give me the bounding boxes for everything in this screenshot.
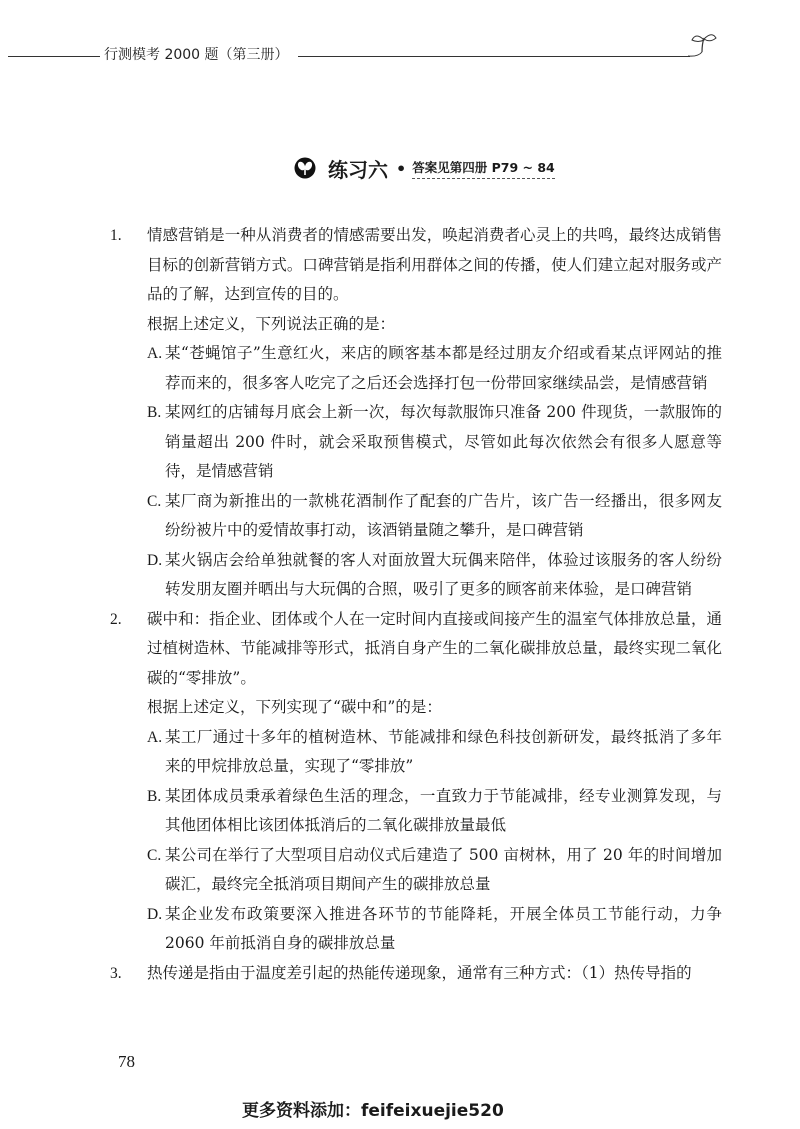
option-text: 某厂商为新推出的一款桃花酒制作了配套的广告片，该广告一经播出，很多网友纷纷被片中的爱情故事打动，该酒销量随之攀升，是口碑营销: [165, 491, 722, 539]
sprout-icon: [684, 30, 718, 60]
option-a: [110, 339, 722, 398]
option-letter: C.: [147, 492, 162, 510]
question-stem: 情感营销是一种从消费者的情感需要出发，唤起消费者心灵上的共鸣，最终达成销售目标的创新营销方式。口碑营销是指利用群体之间的传播，使人们建立起对服务或产品的了解，达到宣传的目的。: [147, 226, 722, 303]
question-1: [110, 221, 722, 339]
option-b: [110, 782, 722, 841]
option-text: 某公司在举行了大型项目启动仪式后建造了 500 亩树林，用了 20 年的时间增加碳汇，最终完全抵消项目期间产生的碳排放总量: [165, 845, 722, 893]
section-title: 练习六: [328, 157, 388, 182]
option-text: 某火锅店会给单独就餐的客人对面放置大玩偶来陪伴，体验过该服务的客人纷纷转发朋友圈并晒出与大玩偶的合照，吸引了更多的顾客前来体验，是口碑营销: [165, 550, 722, 598]
option-c: [110, 841, 722, 900]
option-text: 某“苍蝇馆子”生意红火，来店的顾客基本都是经过朋友介绍或看某点评网站的推荐而来的，很多客人吃完了之后还会选择打包一份带回家继续品尝，是情感营销: [165, 344, 722, 392]
option-letter: B.: [147, 404, 162, 421]
option-letter: C.: [147, 846, 162, 864]
option-letter: B.: [147, 787, 162, 805]
question-stem: 热传递是指由于温度差引起的热能传递现象，通常有三种方式：（1）热传导指的: [147, 963, 692, 982]
question-number: 1.: [110, 227, 122, 244]
option-a: [110, 723, 722, 782]
questions-body: [110, 221, 722, 988]
option-letter: A.: [147, 345, 163, 362]
question-prompt: 根据上述定义，下列实现了“碳中和”的是：: [147, 698, 442, 716]
option-d: [110, 900, 722, 959]
option-d: [110, 546, 722, 605]
option-text: 某企业发布政策要深入推进各环节的节能降耗，开展全体员工节能行动，力争 2060 年前抵消自身的碳排放总量: [165, 904, 722, 952]
question-prompt: 根据上述定义，下列说法正确的是：: [147, 314, 396, 333]
option-letter: D.: [147, 551, 163, 569]
answer-reference: 答案见第四册 P79 ~ 84: [412, 158, 554, 179]
question-stem: 碳中和：指企业、团体或个人在一定时间内直接或间接产生的温室气体排放总量，通过植树造林、节能减排等形式，抵消自身产生的二氧化碳排放总量，最终实现二氧化碳的“零排放”。: [147, 609, 722, 687]
question-2: [110, 605, 722, 723]
option-letter: A.: [147, 728, 163, 746]
option-c: [110, 487, 722, 546]
question-number: 2.: [110, 610, 122, 628]
section-separator: •: [396, 158, 407, 178]
header-rule-right: [298, 56, 690, 57]
header-rule-left: [8, 56, 100, 57]
option-text: 某团体成员秉承着绿色生活的理念，一直致力于节能减排，经专业测算发现，与其他团体相比该团体抵消后的二氧化碳排放量最低: [165, 786, 722, 834]
option-text: 某网红的店铺每月底会上新一次，每次每款服饰只准备 200 件现货，一款服饰的销量超出 200 件时，就会采取预售模式，尽管如此每次依然会有很多人愿意等待，是情感营销: [165, 403, 722, 480]
flower-icon: [294, 157, 316, 179]
option-text: 某工厂通过十多年的植树造林、节能减排和绿色科技创新研发，最终抵消了多年来的甲烷排放总量，实现了“零排放”: [165, 727, 722, 775]
section-heading: [294, 154, 555, 182]
option-letter: D.: [147, 905, 163, 923]
question-number: 3.: [110, 964, 122, 982]
question-3: [110, 959, 722, 989]
page-number: 78: [118, 1052, 135, 1071]
option-b: [110, 398, 722, 487]
footer-note: 更多资料添加：feifeixuejie520: [242, 1101, 504, 1121]
running-header-title: 行测模考 2000 题（第三册）: [104, 47, 289, 63]
